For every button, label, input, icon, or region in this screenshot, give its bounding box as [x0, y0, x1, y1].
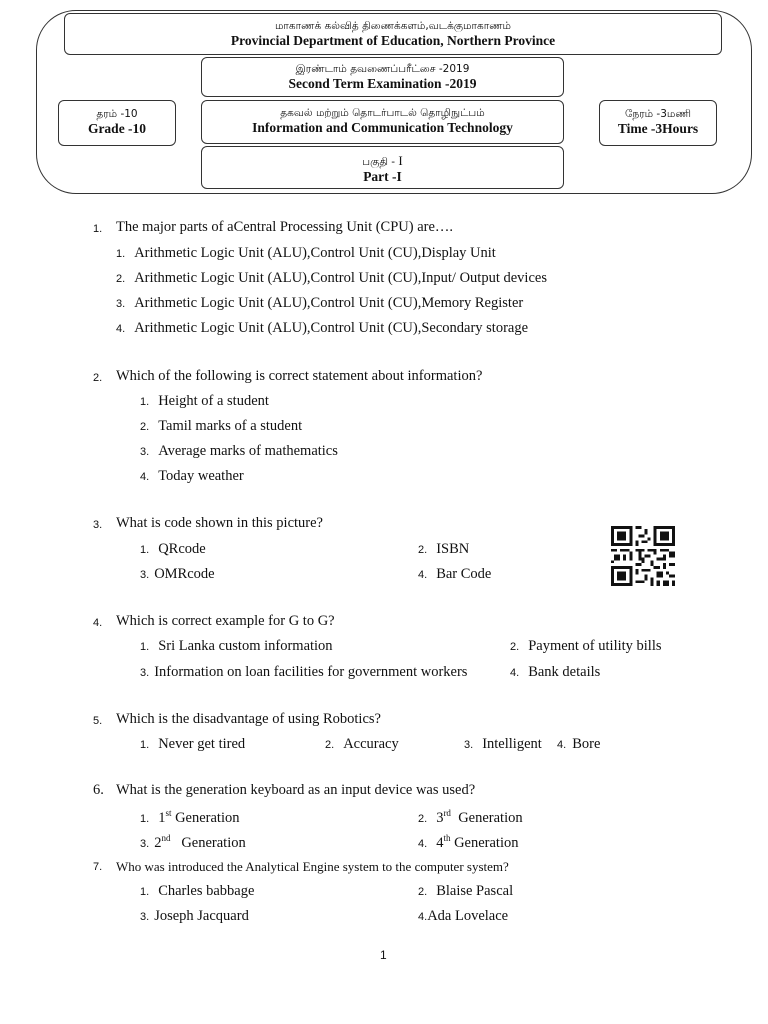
q5-option-3[interactable]: 3. Intelligent — [464, 736, 542, 752]
q5-option-4[interactable]: 4. Bore — [557, 736, 601, 752]
question-2-text: Which of the following is correct statement about information? — [116, 368, 483, 384]
department-english: Provincial Department of Education, Northern Province — [230, 33, 556, 49]
q5-option-1[interactable]: 1. Never get tired — [140, 736, 246, 752]
question-6-text: What is the generation keyboard as an input device was used? — [116, 782, 476, 798]
exam-english: Second Term Examination -2019 — [288, 76, 477, 92]
subject-tamil: தகவல் மற்றும் தொடர்பாடல் தொழிநுட்பம் — [280, 107, 485, 119]
q7-option-4[interactable]: 4.Ada Lovelace — [418, 908, 509, 924]
question-5-number: 5. — [93, 715, 103, 727]
question-1-text: The major parts of aCentral Processing Unit (CPU) are…. — [116, 219, 454, 235]
question-4-number: 4. — [93, 617, 103, 629]
q7-option-1[interactable]: 1. Charles babbage — [140, 883, 255, 899]
q2-option-3[interactable]: 3. Average marks of mathematics — [140, 443, 338, 459]
grade-box — [58, 100, 176, 146]
q4-option-1[interactable]: 1. Sri Lanka custom information — [140, 638, 333, 654]
question-4-text: Which is correct example for G to G? — [116, 613, 335, 629]
q2-option-1[interactable]: 1. Height of a student — [140, 393, 269, 409]
q1-option-3[interactable]: 3. Arithmetic Logic Unit (ALU),Control Unit (CU),Memory Register — [116, 295, 524, 311]
time-english: Time -3Hours — [617, 121, 699, 137]
q6-option-4[interactable]: 4. 4th Generation — [418, 833, 519, 851]
q6-option-3[interactable]: 3. 2nd Generation — [140, 833, 246, 851]
qr-code-icon — [611, 526, 675, 586]
exam-box — [201, 57, 564, 97]
page-number: 1 — [380, 948, 387, 962]
subject-english: Information and Communication Technology — [252, 120, 513, 136]
part-box — [201, 146, 564, 189]
part-english: Part -I — [363, 169, 402, 185]
q2-option-2[interactable]: 2. Tamil marks of a student — [140, 418, 303, 434]
question-3-text: What is code shown in this picture? — [116, 515, 323, 531]
q1-option-2[interactable]: 2. Arithmetic Logic Unit (ALU),Control Unit (CU),Input/ Output devices — [116, 270, 547, 286]
q3-option-4[interactable]: 4. Bar Code — [418, 566, 492, 582]
time-tamil: நேரம் -3மணி — [625, 108, 691, 120]
q3-option-1[interactable]: 1. QRcode — [140, 541, 206, 557]
q4-option-2[interactable]: 2. Payment of utility bills — [510, 638, 662, 654]
q4-option-4[interactable]: 4. Bank details — [510, 664, 601, 680]
question-3-number: 3. — [93, 519, 103, 531]
q1-option-1[interactable]: 1. Arithmetic Logic Unit (ALU),Control Unit (CU),Display Unit — [116, 245, 496, 261]
q3-option-3[interactable]: 3. OMRcode — [140, 566, 215, 582]
grade-tamil: தரம் -10 — [96, 108, 138, 120]
time-box — [599, 100, 717, 146]
q1-option-4[interactable]: 4. Arithmetic Logic Unit (ALU),Control Unit (CU),Secondary storage — [116, 320, 529, 336]
question-2-number: 2. — [93, 372, 103, 384]
q6-option-1[interactable]: 1. 1st Generation — [140, 808, 240, 826]
question-5-text: Which is the disadvantage of using Robotics? — [116, 711, 381, 727]
question-7-number: 7. — [93, 861, 103, 873]
question-6-number: 6. — [93, 782, 104, 798]
grade-english: Grade -10 — [87, 121, 147, 137]
department-box — [64, 13, 722, 55]
q5-option-2[interactable]: 2. Accuracy — [325, 736, 399, 752]
q3-option-2[interactable]: 2. ISBN — [418, 541, 470, 557]
q7-option-2[interactable]: 2. Blaise Pascal — [418, 883, 514, 899]
exam-tamil: இரண்டாம் தவணைப்பரீட்சை -2019 — [295, 63, 470, 75]
q6-option-2[interactable]: 2. 3rd Generation — [418, 808, 523, 826]
question-7-text: Who was introduced the Analytical Engine system to the computer system? — [116, 859, 509, 874]
q7-option-3[interactable]: 3. Joseph Jacquard — [140, 908, 249, 924]
question-1-number: 1. — [93, 223, 103, 235]
subject-box — [201, 100, 564, 144]
part-tamil: பகுதி - I — [362, 153, 403, 168]
q4-option-3[interactable]: 3. Information on loan facilities for government workers — [140, 664, 468, 680]
q2-option-4[interactable]: 4. Today weather — [140, 468, 244, 484]
department-tamil: மாகாணக் கல்வித் திணைக்களம்,வடக்குமாகாணம் — [274, 20, 512, 32]
